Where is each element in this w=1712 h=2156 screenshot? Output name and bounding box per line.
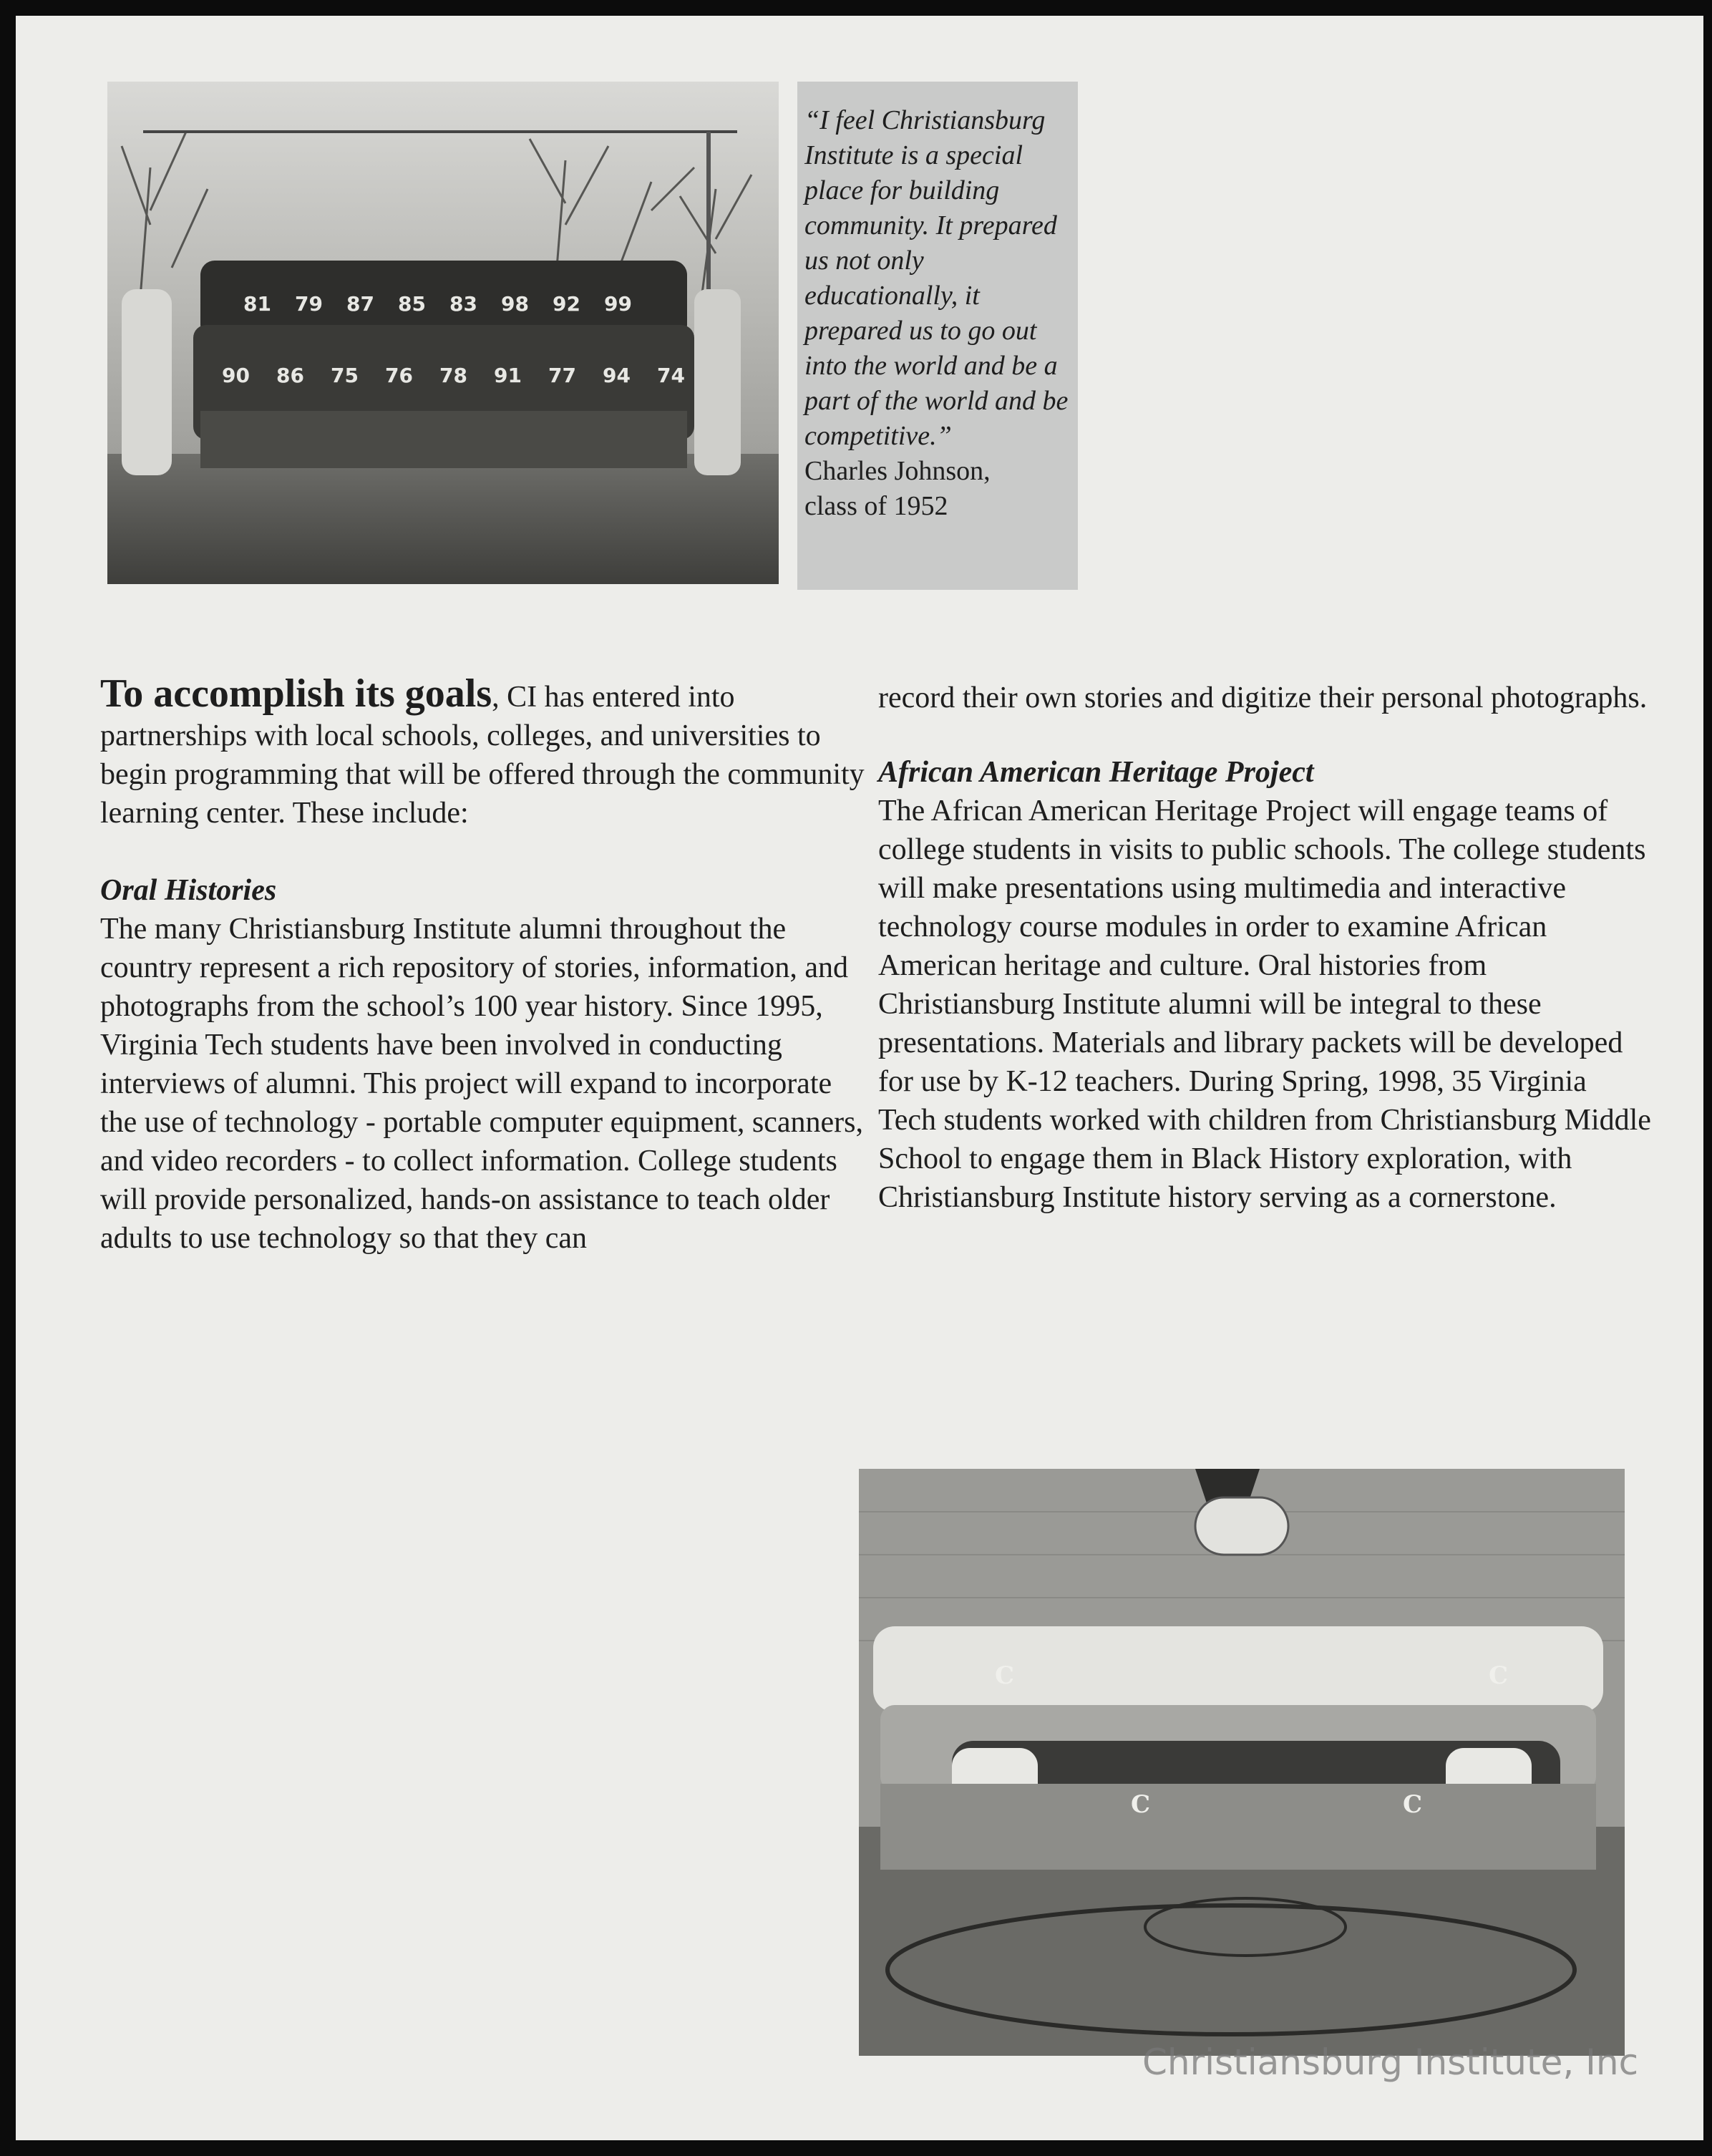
jersey-number: 77 <box>548 364 576 387</box>
jersey-number: 81 <box>243 292 271 316</box>
continuation-paragraph: record their own stories and digitize their personal photographs. <box>878 681 1648 714</box>
quote-attribution-name: Charles Johnson, <box>804 456 991 486</box>
jersey-number: 90 <box>222 364 250 387</box>
jersey-number: 87 <box>346 292 374 316</box>
jersey-number: 74 <box>657 364 685 387</box>
jacket-letter: C <box>995 1661 1015 1690</box>
jersey-number: 98 <box>501 292 529 316</box>
right-column <box>878 679 1651 1217</box>
jersey-number: 99 <box>604 292 632 316</box>
jersey-number: 94 <box>603 364 631 387</box>
intro-text: , CI has entered into partnerships with local schools, colleges, and universities to begin programming that will be offered through the community learning center. These include: <box>100 681 865 830</box>
backboard <box>1195 1497 1288 1555</box>
heritage-project-heading: African American Heritage Project <box>878 756 1314 789</box>
football-team-photo <box>107 82 779 584</box>
alumni-quote-box <box>797 82 1078 590</box>
quote-attribution-class: class of 1952 <box>804 491 948 521</box>
intro-paragraph <box>100 671 866 832</box>
oral-histories-body: The many Christiansburg Institute alumni throughout the country represent a rich repository of stories, information, and photographs from the school’s 100 year history. Since 1995, Virginia Tech students have been involved in conducting interviews of alumni. This project will expand to incorporate the use of technology - portable computer equipment, scanners, and video recorders - to collect information. College students will provide personalized, hands-on assistance to teach older adults to use technology so that they can <box>100 913 863 1255</box>
basketball-team-photo <box>859 1469 1625 2056</box>
team-players <box>122 261 741 475</box>
jersey-number: 92 <box>553 292 580 316</box>
jersey-number: 78 <box>439 364 467 387</box>
jersey-number: 79 <box>295 292 323 316</box>
intro-lead: To accomplish its goals <box>100 671 492 716</box>
jersey-number: 76 <box>385 364 413 387</box>
jacket-letter: C <box>1403 1790 1423 1819</box>
brochure-page <box>16 16 1703 2140</box>
jersey-number: 86 <box>276 364 304 387</box>
jersey-number: 75 <box>331 364 359 387</box>
watermark: Christiansburg Institute, Inc <box>1142 2041 1639 2083</box>
jersey-number: 85 <box>398 292 426 316</box>
jersey-number: 91 <box>494 364 522 387</box>
heritage-project-body: The African American Heritage Project will engage teams of college students in visits to public schools. The college students will make presentations using multimedia and interactive technology course modules in order to examine African American heritage and culture. Oral histories from Christiansburg Institute alumni will be integral to these presentations. Materials and library packets will be developed for use by K-12 teachers. During Spring, 1998, 35 Virginia Tech students worked with children from Christiansburg Middle School to engage them in Black History exploration, with Christiansburg Institute history serving as a cornerstone. <box>878 795 1651 1214</box>
left-column <box>100 671 866 1258</box>
jacket-letter: C <box>1489 1661 1509 1690</box>
oral-histories-heading: Oral Histories <box>100 874 277 907</box>
jacket-letter: C <box>1131 1790 1151 1819</box>
quote-text: “I feel Christiansburg Institute is a special place for building community. It prepared us not only educationally, it prepared us to go out into the world and be a part of the world and be competitive.” <box>804 105 1069 451</box>
jersey-number: 83 <box>449 292 477 316</box>
